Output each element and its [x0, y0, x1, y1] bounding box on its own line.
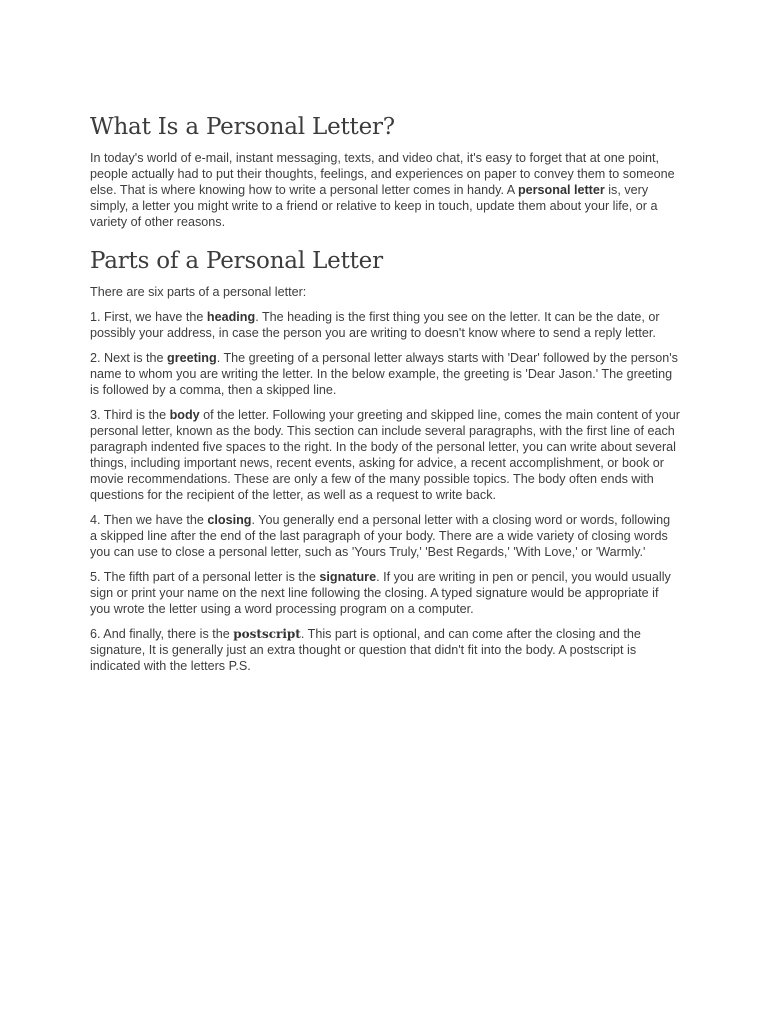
intro-paragraph — [90, 150, 680, 230]
parts-intro: There are six parts of a personal letter: — [90, 285, 307, 299]
part-text-pre: 6. And finally, there is the — [90, 627, 234, 641]
term-closing: closing — [207, 513, 252, 527]
part-text-post: . This part is optional, and can come after the closing and the signature, It is generally just an extra thought or question that didn't fit into the body. A postscript is indicated with the letters P.S. — [90, 627, 641, 673]
term-signature: signature — [319, 570, 377, 584]
part-text-pre: 5. The fifth part of a personal letter is the — [90, 570, 320, 584]
part-text-post: . You generally end a personal letter with a closing word or words, following a skipped line after the end of the last paragraph of your body. There are a wide variety of closing words you can use to close a personal letter, such as 'Yours Truly,' 'Best Regards,' 'With Love,' or 'Warmly.' — [90, 513, 671, 559]
term-greeting: greeting — [167, 351, 217, 365]
intro-text-a: In today's world of e-mail, instant messaging, texts, and video chat, it's easy to forget that at one point, people actually had to put their thoughts, feelings, and experiences on paper to convey them to someone else. That is where knowing how to write a personal letter comes in handy. A — [90, 151, 675, 197]
document-page — [90, 112, 680, 683]
term-heading: heading — [206, 310, 256, 324]
part-text-post: . The greeting of a personal letter always starts with 'Dear' followed by the person's name to whom you are writing the letter. In the below example, the greeting is 'Dear Jason.' The greeting is followed by a comma, then a skipped line. — [90, 351, 678, 397]
part-closing — [90, 512, 680, 560]
part-postscript — [90, 626, 680, 674]
part-text-pre: 3. Third is the — [90, 408, 170, 422]
part-text-pre: 4. Then we have the — [90, 513, 208, 527]
part-text-post: of the letter. Following your greeting and skipped line, comes the main content of your personal letter, known as the body. This section can include several paragraphs, with the first line of each paragraph indented five spaces to the right. In the body of the personal letter, you can write about several things, including important news, recent events, asking for advice, a recent accomplishment, or book or movie recommendations. These are only a few of the many possible topics. The body often ends with questions for the recipient of the letter, as well as a request to write back. — [90, 408, 680, 502]
part-text-post: . The heading is the first thing you see on the letter. It can be the date, or possibly your address, in case the person you are writing to doesn't know where to send a reply letter. — [90, 310, 660, 340]
term-postscript: postscript — [233, 627, 301, 641]
part-text-pre: 1. First, we have the — [90, 310, 207, 324]
heading-parts-of-personal-letter: Parts of a Personal Letter — [90, 248, 383, 274]
part-signature — [90, 569, 680, 617]
heading-what-is-personal-letter: What Is a Personal Letter? — [90, 114, 395, 140]
part-text-pre: 2. Next is the — [90, 351, 167, 365]
part-text-post: . If you are writing in pen or pencil, you would usually sign or print your name on the next line following the closing. A typed signature would be appropriate if you wrote the letter using a word processing program on a computer. — [90, 570, 671, 616]
term-personal-letter: personal letter — [517, 183, 605, 197]
term-body: body — [169, 408, 200, 422]
part-body — [90, 407, 680, 503]
intro-text-b: is, very simply, a letter you might write to a friend or relative to keep in touch, update them about your life, or a variety of other reasons. — [90, 183, 658, 229]
part-greeting — [90, 350, 680, 398]
part-heading — [90, 309, 680, 341]
